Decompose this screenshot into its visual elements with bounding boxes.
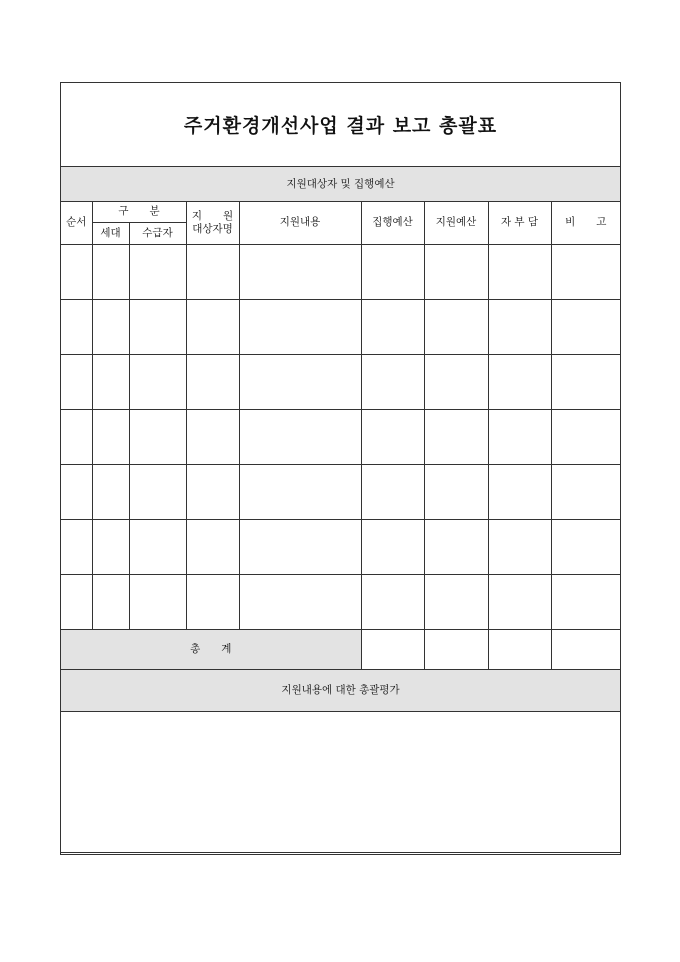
- cell-order[interactable]: [61, 464, 92, 519]
- cell-note[interactable]: [551, 574, 620, 629]
- cell-order[interactable]: [61, 299, 92, 354]
- cell-self-pay[interactable]: [488, 519, 551, 574]
- cell-order[interactable]: [61, 354, 92, 409]
- cell-exec-budget[interactable]: [361, 519, 424, 574]
- cell-content[interactable]: [239, 519, 361, 574]
- total-support-budget[interactable]: [424, 629, 488, 669]
- header-content: 지원내용: [239, 201, 361, 244]
- header-recipient: 수급자: [129, 222, 186, 244]
- cell-content[interactable]: [239, 299, 361, 354]
- cell-order[interactable]: [61, 519, 92, 574]
- total-label: 총 계: [61, 629, 361, 669]
- cell-support-budget[interactable]: [424, 464, 488, 519]
- cell-household[interactable]: [92, 299, 129, 354]
- table-row: [61, 244, 620, 299]
- cell-self-pay[interactable]: [488, 244, 551, 299]
- cell-target[interactable]: [186, 244, 239, 299]
- cell-content[interactable]: [239, 244, 361, 299]
- cell-note[interactable]: [551, 409, 620, 464]
- cell-self-pay[interactable]: [488, 574, 551, 629]
- cell-self-pay[interactable]: [488, 299, 551, 354]
- cell-household[interactable]: [92, 464, 129, 519]
- total-note[interactable]: [551, 629, 620, 669]
- cell-recipient[interactable]: [129, 519, 186, 574]
- cell-target[interactable]: [186, 464, 239, 519]
- cell-note[interactable]: [551, 519, 620, 574]
- table-row: [61, 574, 620, 629]
- cell-household[interactable]: [92, 354, 129, 409]
- cell-recipient[interactable]: [129, 464, 186, 519]
- cell-recipient[interactable]: [129, 409, 186, 464]
- header-self-pay: 자 부 담: [488, 201, 551, 244]
- evaluation-area[interactable]: [61, 711, 620, 852]
- cell-note[interactable]: [551, 299, 620, 354]
- cell-content[interactable]: [239, 354, 361, 409]
- title-box: [61, 83, 620, 167]
- cell-order[interactable]: [61, 574, 92, 629]
- cell-exec-budget[interactable]: [361, 299, 424, 354]
- cell-note[interactable]: [551, 354, 620, 409]
- header-category: 구 분: [92, 201, 186, 222]
- cell-order[interactable]: [61, 244, 92, 299]
- summary-table: [61, 167, 620, 853]
- cell-content[interactable]: [239, 409, 361, 464]
- cell-target[interactable]: [186, 409, 239, 464]
- cell-household[interactable]: [92, 574, 129, 629]
- table-row: [61, 464, 620, 519]
- cell-order[interactable]: [61, 409, 92, 464]
- header-support-budget: 지원예산: [424, 201, 488, 244]
- cell-target[interactable]: [186, 354, 239, 409]
- header-exec-budget: 집행예산: [361, 201, 424, 244]
- cell-exec-budget[interactable]: [361, 244, 424, 299]
- cell-content[interactable]: [239, 574, 361, 629]
- cell-target[interactable]: [186, 574, 239, 629]
- cell-self-pay[interactable]: [488, 464, 551, 519]
- cell-note[interactable]: [551, 464, 620, 519]
- cell-household[interactable]: [92, 519, 129, 574]
- section-header-support: 지원대상자 및 집행예산: [61, 167, 620, 201]
- cell-support-budget[interactable]: [424, 244, 488, 299]
- cell-note[interactable]: [551, 244, 620, 299]
- header-note: 비 고: [551, 201, 620, 244]
- total-self-pay[interactable]: [488, 629, 551, 669]
- table-row: [61, 409, 620, 464]
- header-household: 세대: [92, 222, 129, 244]
- cell-content[interactable]: [239, 464, 361, 519]
- table-row: [61, 519, 620, 574]
- cell-exec-budget[interactable]: [361, 464, 424, 519]
- cell-self-pay[interactable]: [488, 409, 551, 464]
- cell-support-budget[interactable]: [424, 574, 488, 629]
- cell-exec-budget[interactable]: [361, 574, 424, 629]
- cell-recipient[interactable]: [129, 354, 186, 409]
- section-header-evaluation: 지원내용에 대한 총괄평가: [61, 669, 620, 711]
- page-title: 주거환경개선사업 결과 보고 총괄표: [183, 115, 498, 137]
- cell-exec-budget[interactable]: [361, 354, 424, 409]
- table-row: [61, 299, 620, 354]
- cell-target[interactable]: [186, 299, 239, 354]
- cell-recipient[interactable]: [129, 299, 186, 354]
- cell-support-budget[interactable]: [424, 519, 488, 574]
- header-target: 지 원 대상자명: [186, 201, 239, 244]
- cell-recipient[interactable]: [129, 574, 186, 629]
- cell-exec-budget[interactable]: [361, 409, 424, 464]
- cell-support-budget[interactable]: [424, 409, 488, 464]
- cell-household[interactable]: [92, 409, 129, 464]
- header-order: 순서: [61, 201, 92, 244]
- cell-target[interactable]: [186, 519, 239, 574]
- table-row: [61, 354, 620, 409]
- cell-household[interactable]: [92, 244, 129, 299]
- report-sheet: [60, 82, 621, 855]
- cell-support-budget[interactable]: [424, 354, 488, 409]
- cell-recipient[interactable]: [129, 244, 186, 299]
- cell-self-pay[interactable]: [488, 354, 551, 409]
- cell-support-budget[interactable]: [424, 299, 488, 354]
- total-exec-budget[interactable]: [361, 629, 424, 669]
